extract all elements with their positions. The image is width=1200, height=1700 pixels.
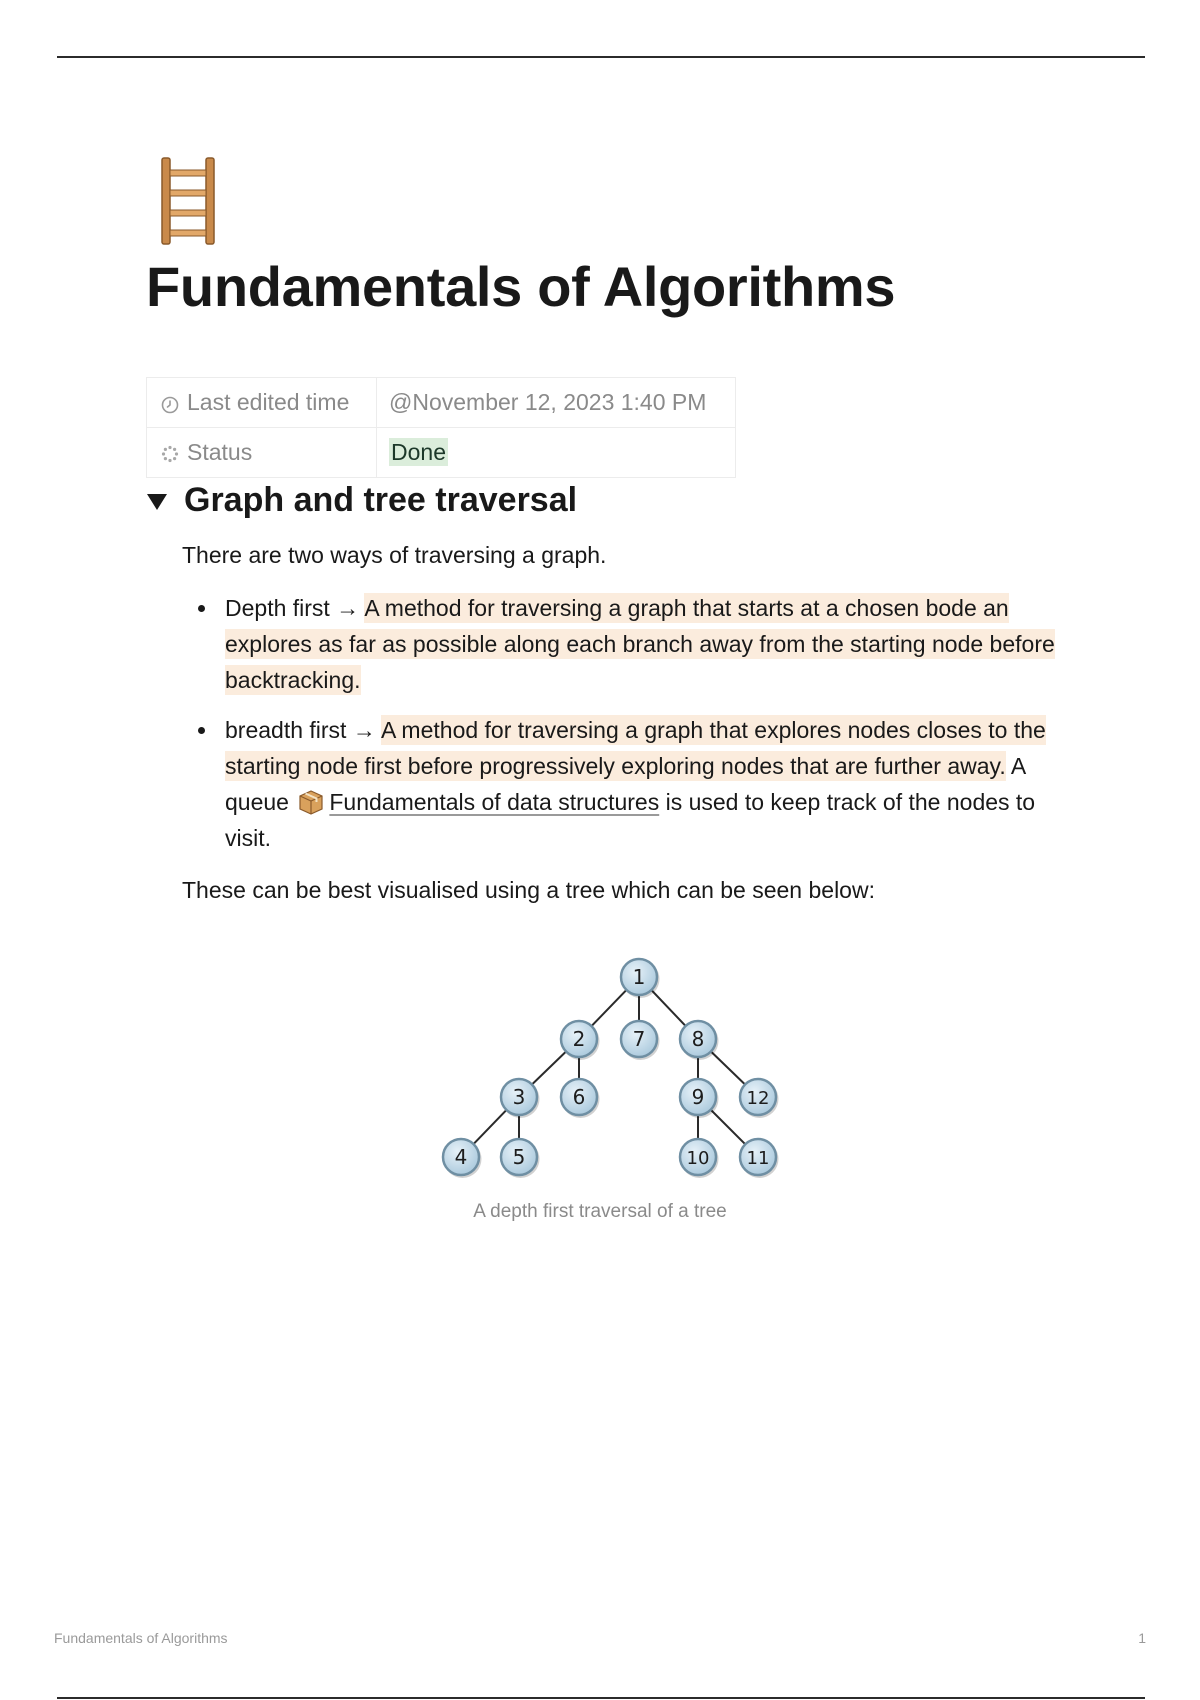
status-badge: Done xyxy=(391,439,446,465)
status-icon xyxy=(159,443,181,465)
tree-node xyxy=(680,1079,719,1118)
tree-node-label: 3 xyxy=(512,1085,526,1109)
tree-node-label: 2 xyxy=(572,1027,586,1051)
tree-node xyxy=(621,1021,660,1060)
triangle-down-icon[interactable] xyxy=(146,490,168,512)
clock-icon xyxy=(159,393,181,415)
page-number: 1 xyxy=(1138,1630,1146,1646)
section-heading: Graph and tree traversal xyxy=(184,481,578,519)
tree-node-label: 8 xyxy=(691,1027,705,1051)
page-title: Fundamentals of Algorithms xyxy=(146,255,896,318)
tree-node-label: 11 xyxy=(746,1148,770,1169)
tree-node-label: 1 xyxy=(632,965,646,989)
tree-node-label: 9 xyxy=(691,1085,705,1109)
tree-node-label: 4 xyxy=(454,1145,468,1169)
outro-paragraph: These can be best visualised using a tree which can be seen below: xyxy=(182,877,875,903)
property-key[interactable] xyxy=(147,378,377,428)
tree-node-label: 12 xyxy=(746,1088,770,1109)
tree-node-label: 10 xyxy=(686,1148,710,1169)
bottom-rule xyxy=(57,1697,1145,1699)
footer-title: Fundamentals of Algorithms xyxy=(54,1630,228,1646)
tree-node xyxy=(443,1139,482,1178)
toggle-heading xyxy=(146,481,577,520)
bullet-list xyxy=(182,590,1062,870)
highlighted-definition: A method for traversing a graph that starts at a chosen bode an explores as far as possible along each branch away from the starting node before backtracking. xyxy=(225,595,1055,693)
tree-node-label: 7 xyxy=(632,1027,646,1051)
ladder-icon xyxy=(158,156,220,246)
tree-node xyxy=(680,1021,719,1060)
properties-table xyxy=(146,377,736,478)
tree-node xyxy=(621,959,660,998)
figure-caption: A depth first traversal of a tree xyxy=(473,1201,727,1222)
tree-node-label: 6 xyxy=(572,1085,586,1109)
tree-edges xyxy=(461,977,758,1157)
bullet-dot xyxy=(198,727,205,734)
highlighted-definition: A method for traversing a graph that explores nodes closes to the starting node first before progressively exploring nodes that are further away. xyxy=(225,717,1046,779)
bullet-term: Depth first → xyxy=(225,595,365,621)
bullet-text: A queue xyxy=(225,753,1025,815)
property-row-status xyxy=(147,428,736,478)
page-link[interactable]: Fundamentals of data structures xyxy=(329,789,660,815)
tree-node xyxy=(740,1079,779,1118)
property-row-last-edited xyxy=(147,378,736,428)
property-value[interactable]: @November 12, 2023 1:40 PM xyxy=(377,378,736,428)
tree-node xyxy=(680,1139,719,1178)
bullet-dot xyxy=(198,605,205,612)
list-item xyxy=(182,590,1062,698)
property-label: Status xyxy=(187,439,253,465)
top-rule xyxy=(57,56,1145,58)
tree-node-label: 5 xyxy=(512,1145,526,1169)
tree-node xyxy=(561,1079,600,1118)
property-value[interactable] xyxy=(377,428,736,478)
tree-node xyxy=(561,1021,600,1060)
tree-node xyxy=(740,1139,779,1178)
tree-node xyxy=(501,1139,540,1178)
tree-diagram xyxy=(435,950,795,1190)
intro-paragraph: There are two ways of traversing a graph. xyxy=(182,542,607,568)
bullet-term: breadth first → xyxy=(225,717,381,743)
list-item xyxy=(182,712,1062,856)
property-label: Last edited time xyxy=(187,389,350,415)
tree-node xyxy=(501,1079,540,1118)
package-icon[interactable] xyxy=(297,788,325,816)
property-key[interactable] xyxy=(147,428,377,478)
bullet-text: is used to keep track of the nodes to visit. xyxy=(225,789,1036,851)
